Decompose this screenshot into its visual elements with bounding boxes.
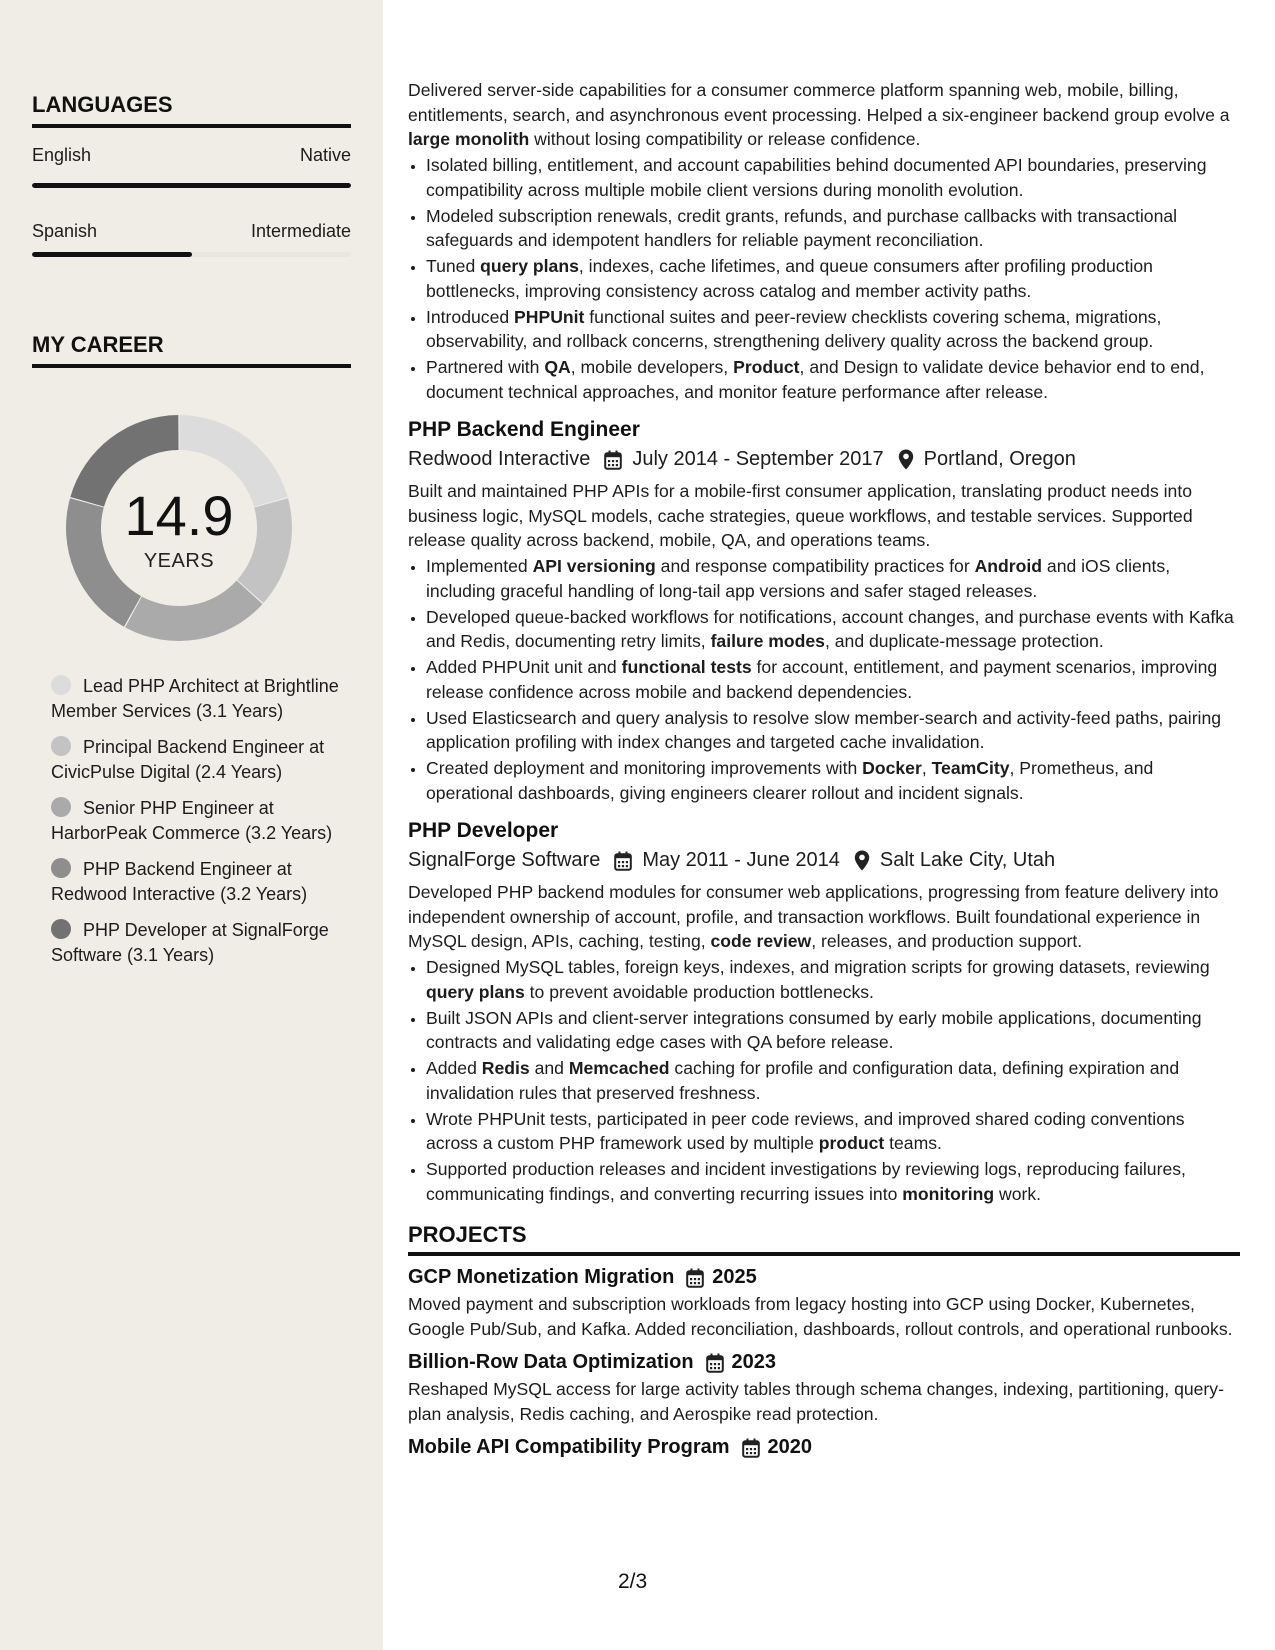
intro-summary: Delivered server-side capabilities for a consumer commerce platform spanning web, mobile, billing, entitlements, search, and asynchronous event processing. Helped a six-engineer backend group evolve a large monolith without losing compatibility or release confidence. (408, 80, 1230, 149)
job-company: SignalForge Software (408, 849, 601, 871)
career-heading: MY CAREER (32, 332, 351, 368)
legend-label: PHP Developer at SignalForge Software (3.1 Years) (51, 920, 329, 965)
intro-bullet: • Modeled subscription renewals, credit grants, refunds, and purchase callbacks with transactional safeguards and idempotent handlers for reliable payment reconciliation. (426, 204, 1240, 253)
job-location: Salt Lake City, Utah (879, 849, 1056, 871)
legend-swatch (51, 797, 71, 817)
calendar-icon (604, 450, 622, 470)
job-entry (408, 418, 1240, 805)
language-level: Intermediate (250, 221, 351, 241)
job-list (408, 418, 1240, 1206)
languages-heading: LANGUAGES (32, 92, 351, 128)
career-legend-item (51, 796, 341, 845)
career-legend-item (51, 857, 341, 906)
legend-swatch (51, 736, 71, 756)
language-bar-english (32, 183, 351, 188)
calendar-icon (742, 1438, 760, 1458)
map-pin-icon (854, 850, 870, 871)
legend-label: Senior PHP Engineer at HarborPeak Commerce (3.2 Years) (51, 798, 333, 843)
project-entry (408, 1351, 1240, 1426)
job-title: PHP Developer (408, 819, 559, 842)
job-bullet: • Added Redis and Memcached caching for profile and configuration data, defining expiration and invalidation rules that preserved freshness. (426, 1056, 1240, 1105)
career-total-years: 14.9 (124, 483, 234, 547)
job-bullet: • Built JSON APIs and client-server integrations consumed by early mobile applications, documenting contracts and validating edge cases with QA before release. (426, 1006, 1240, 1055)
calendar-icon (686, 1268, 704, 1288)
job-bullet: • Wrote PHPUnit tests, participated in peer code reviews, and improved shared coding conventions across a custom PHP framework used by multiple product teams. (426, 1107, 1240, 1156)
job-summary: Developed PHP backend modules for consumer web applications, progressing from feature delivery into independent ownership of account, profile, and transaction workflows. Built foundational experience in MySQL design, APIs, caching, testing, code review, releases, and production support. (408, 882, 1219, 951)
intro-bullet: • Partnered with QA, mobile developers, Product, and Design to validate device behavior end to end, document technical approaches, and monitor feature performance after release. (426, 355, 1240, 404)
job-bullet: • Implemented API versioning and response compatibility practices for Android and iOS clients, including graceful handling of long-tail app versions and safer staged releases. (426, 554, 1240, 603)
career-donut-center (66, 415, 292, 641)
language-bar-fill (32, 183, 351, 188)
job-bullet-list (408, 955, 1240, 1206)
project-entry (408, 1436, 1240, 1459)
job-bullet-list (408, 554, 1240, 805)
job-title: PHP Backend Engineer (408, 418, 640, 441)
language-bar-fill (32, 252, 192, 257)
language-name: English (32, 145, 92, 165)
main-content (408, 78, 1240, 1462)
job-bullet: • Created deployment and monitoring improvements with Docker, TeamCity, Prometheus, and operational dashboards, giving engineers clearer rollout and incident signals. (426, 756, 1240, 805)
project-title-row (408, 1351, 1240, 1374)
career-donut-chart (66, 415, 292, 641)
calendar-icon (614, 851, 632, 871)
project-entry (408, 1266, 1240, 1341)
language-bar-spanish (32, 252, 351, 257)
project-title-row (408, 1436, 1240, 1459)
project-year: 2025 (712, 1266, 757, 1288)
legend-label: PHP Backend Engineer at Redwood Interactive (3.2 Years) (51, 859, 308, 904)
project-description: Reshaped MySQL access for large activity tables through schema changes, indexing, partitioning, query-plan analysis, Redis caching, and Aerospike read protection. (408, 1379, 1224, 1424)
job-bullet: • Used Elasticsearch and query analysis to resolve slow member-search and activity-feed paths, pairing application profiling with index changes and targeted cache invalidation. (426, 706, 1240, 755)
legend-label: Principal Backend Engineer at CivicPulse Digital (2.4 Years) (51, 737, 325, 782)
map-pin-icon (898, 449, 914, 470)
language-row-spanish (32, 221, 351, 242)
intro-bullet: • Isolated billing, entitlement, and account capabilities behind documented API boundaries, preserving compatibility across multiple mobile client versions during monolith evolution. (426, 153, 1240, 202)
intro-bullet-list (408, 153, 1240, 404)
career-legend (51, 674, 341, 979)
career-legend-item (51, 918, 341, 967)
career-legend-item (51, 735, 341, 784)
job-bullet: • Added PHPUnit unit and functional tests for account, entitlement, and payment scenarios, improving release confidence across mobile and backend dependencies. (426, 655, 1240, 704)
calendar-icon (686, 1268, 704, 1288)
legend-label: Lead PHP Architect at Brightline Member Services (3.1 Years) (51, 676, 339, 721)
calendar-icon (706, 1353, 724, 1373)
intro-bullet: • Tuned query plans, indexes, cache lifetimes, and queue consumers after profiling production bottlenecks, improving consistency across catalog and member activity paths. (426, 254, 1240, 303)
language-name: Spanish (32, 221, 98, 241)
page-number: 2/3 (618, 1570, 648, 1593)
language-row-english (32, 145, 351, 166)
job-bullet: • Supported production releases and incident investigations by reviewing logs, reproducing failures, communicating findings, and converting recurring issues into monitoring work. (426, 1157, 1240, 1206)
calendar-icon (706, 1353, 724, 1373)
project-title-row (408, 1266, 1240, 1289)
job-bullet: • Developed queue-backed workflows for notifications, account changes, and purchase events with Kafka and Redis, documenting retry limits, failure modes, and duplicate-message protection. (426, 605, 1240, 654)
job-dates: July 2014 - September 2017 (632, 448, 884, 470)
map-pin-icon (854, 850, 870, 871)
project-year: 2020 (767, 1436, 813, 1458)
job-company: Redwood Interactive (408, 448, 591, 470)
calendar-icon (742, 1438, 760, 1458)
career-legend-item (51, 674, 341, 723)
job-entry (408, 819, 1240, 1206)
legend-swatch (51, 858, 71, 878)
intro-bullet: • Introduced PHPUnit functional suites and peer-review checklists covering schema, migrations, observability, and rollback concerns, strengthening delivery quality across the backend group. (426, 305, 1240, 354)
project-title: Billion-Row Data Optimization (408, 1351, 694, 1373)
job-meta (408, 849, 1240, 872)
project-title: GCP Monetization Migration (408, 1266, 675, 1288)
legend-swatch (51, 919, 71, 939)
job-bullet: • Designed MySQL tables, foreign keys, indexes, and migration scripts for growing datasets, reviewing query plans to prevent avoidable production bottlenecks. (426, 955, 1240, 1004)
job-location: Portland, Oregon (923, 448, 1076, 470)
projects-heading: PROJECTS (408, 1222, 1240, 1256)
project-title: Mobile API Compatibility Program (408, 1436, 730, 1458)
project-description: Moved payment and subscription workloads from legacy hosting into GCP using Docker, Kubernetes, Google Pub/Sub, and Kafka. Added reconciliation, dashboards, rollout controls, and operational runbooks. (408, 1294, 1233, 1339)
language-level: Native (299, 145, 351, 165)
project-year: 2023 (731, 1351, 777, 1373)
calendar-icon (604, 450, 622, 470)
calendar-icon (614, 851, 632, 871)
job-dates: May 2011 - June 2014 (642, 849, 840, 871)
sidebar (0, 0, 383, 1650)
job-summary: Built and maintained PHP APIs for a mobile-first consumer application, translating product needs into business logic, MySQL models, cache strategies, queue workflows, and testable services. Supported release quality across backend, mobile, QA, and operations teams. (408, 481, 1193, 550)
map-pin-icon (898, 449, 914, 470)
career-total-unit: YEARS (143, 549, 215, 572)
project-list (408, 1266, 1240, 1459)
legend-swatch (51, 675, 71, 695)
job-meta (408, 448, 1240, 471)
